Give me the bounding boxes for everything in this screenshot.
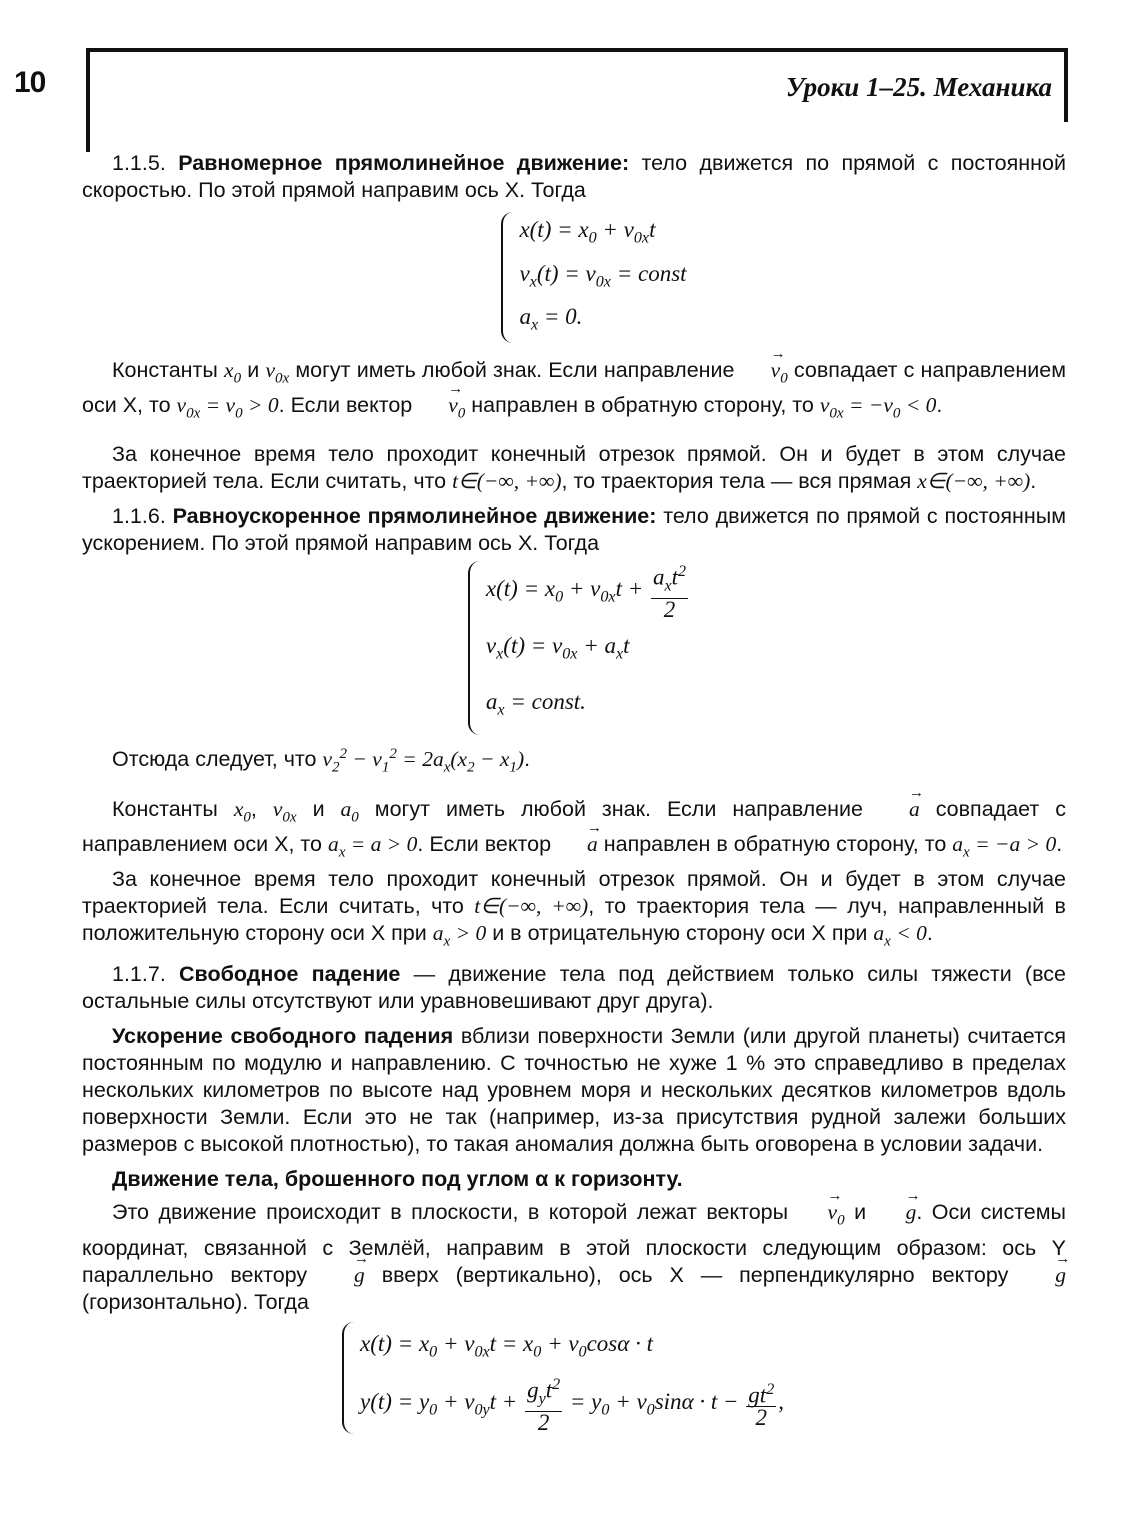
paragraph-angle-throw: Это движение происходит в плоскости, в которой лежат векторы → $v_0$ и → g. Оси системы координат, связанной с Землёй, направим в этой плоскости следующим образом: ось Y параллельно вектору → g вверх (вертикально), ось X — перпендикулярно вектору → g (горизонтально). Тогда — [82, 1199, 1066, 1315]
heading-angle-throw: Движение тела, брошенного под углом α к горизонту. — [112, 1167, 683, 1192]
paragraph-constants-accelerated: Константы $x_0$, $v_{0x}$ и $a_0$ могут иметь любой знак. Если направление → a совпадает с направлением оси X, то $a_x = a > 0$. Если вектор → a направлен в обратную сторону, то $a_x = -a > 0$. — [82, 796, 1066, 867]
paragraph-1-1-5: 1.1.5. Равномерное прямолинейное движение: тело движется по прямой с постоянной скоростью. По этой прямой направим ось X. Тогда — [82, 151, 1066, 202]
equation-system-uniform: $x(t) = x_0 + v_{0x}t$ $v_x(t) = v_{0x}$ = const $a_x = 0$. — [82, 212, 1066, 343]
page-number: 10 — [14, 66, 46, 99]
equation-system-accelerated: $x(t) = x_0 + v_{0x}t$ + $\frac{a_xt^2}{2}$ $v_x(t) = v_{0x} + a_xt$ $a_x$ = const. — [82, 561, 1066, 735]
paragraph-trajectory-uniform: За конечное время тело проходит конечный отрезок прямой. Он и будет в этом случае траекторией тела. Если считать, что t∈(−∞, +∞), то траектория тела — вся прямая x∈(−∞, +∞). — [82, 442, 1066, 494]
equation-system-projectile: $x(t) = x_0 + v_{0x}t = x_0 + v_0\cos\alpha \cdot t$ $y(t) = y_0 + v_{0y}t$ + $\frac{g_yt^2}{2}$ = $y_0 + v_0\sin\alpha \cdot t$ − $\frac{gt^2}{2}$ , — [342, 1322, 1066, 1434]
page-body — [82, 150, 1066, 1434]
paragraph-trajectory-accelerated: За конечное время тело проходит конечный отрезок прямой. Он и будет в этом случае траекторией тела. Если считать, что t∈(−∞, +∞), то траектория тела — луч, направленный в положительную сторону оси X при $a_x > 0$ и в отрицательную сторону оси X при $a_x < 0$. — [82, 867, 1066, 950]
paragraph-follows: Отсюда следует, что $v_2^2 - v_1^2 = 2a_x(x_2 - x_1)$. — [112, 746, 531, 776]
paragraph-free-fall-acceleration: Ускорение свободного падения вблизи поверхности Земли (или другой планеты) считается постоянным по модулю и направлению. С точностью не хуже 1 % это справедливо в пределах нескольких километров по высоте над уровнем моря и нескольких десятков километров вдоль поверхности Земли. Если это не так (например, из-за присутствия рудной залежи больших размеров с высокой плотностью), то такая аномалия должна быть оговорена в условии задачи. — [82, 1024, 1066, 1157]
header-divider — [86, 120, 90, 152]
running-header-title: Уроки 1–25. Механика — [785, 72, 1052, 102]
paragraph-1-1-7: 1.1.7. Свободное падение — движение тела под действием только силы тяжести (все остальные силы отсутствуют или уравновешивают друг друга). — [82, 962, 1066, 1014]
paragraph-1-1-6: 1.1.6. Равноускоренное прямолинейное движение: тело движется по прямой с постоянным ускорением. По этой прямой направим ось X. Тогда — [82, 504, 1066, 556]
paragraph-constants-uniform: Константы $x_0$ и $v_{0x}$ могут иметь любой знак. Если направление → $v_0$ совпадает с направлением оси X, то $v_{0x} = v_0 > 0$. Если вектор → $v_0$ направлен в обратную сторону, то $v_{0x} = -v_0 < 0$. — [82, 357, 1066, 428]
